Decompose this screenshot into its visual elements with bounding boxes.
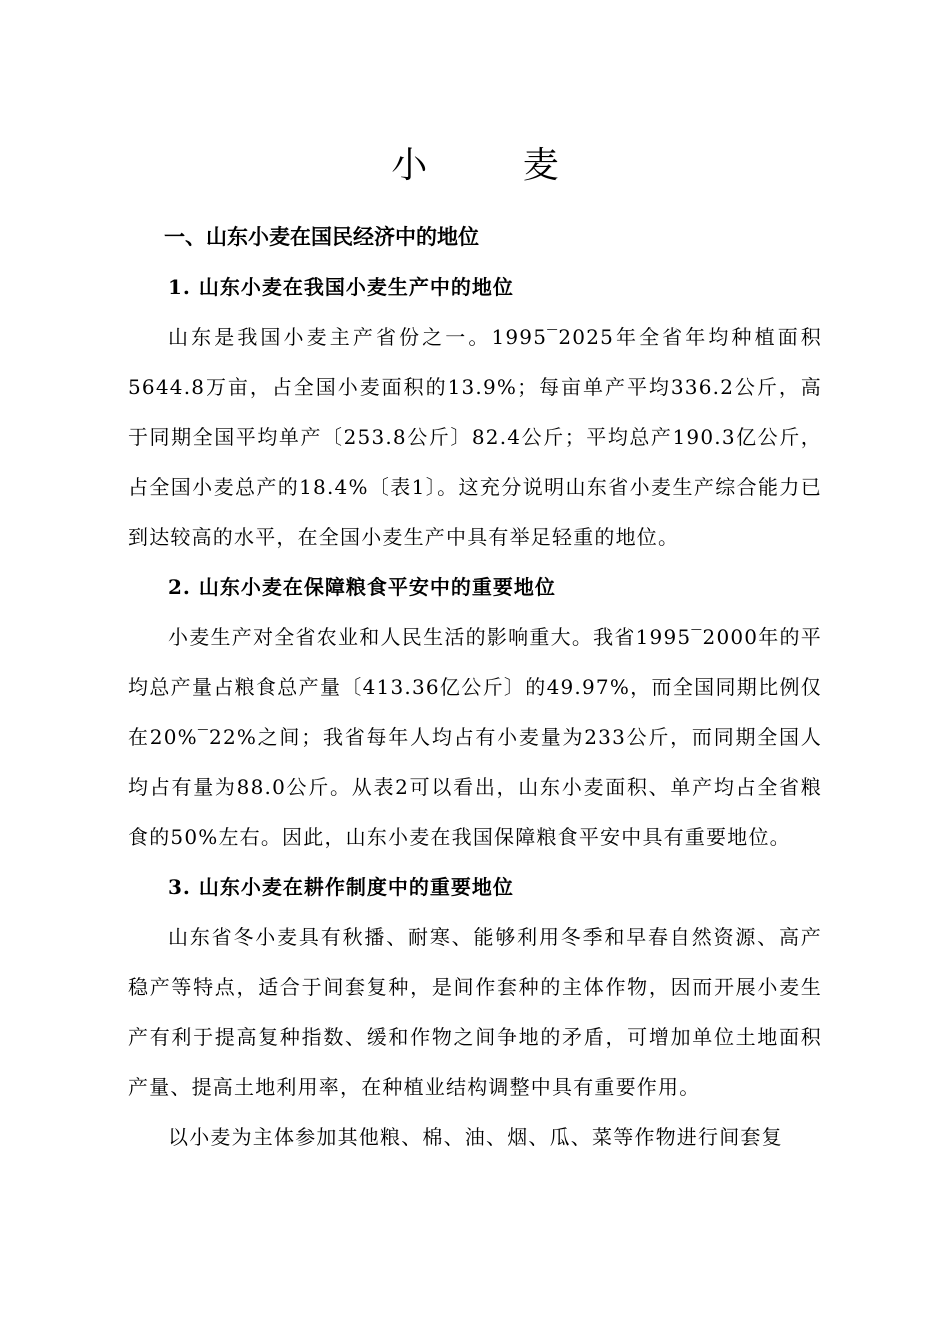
document-title: 小 麦	[391, 145, 601, 186]
paragraph-2: 小麦生产对全省农业和人民生活的影响重大。我省1995‾2000年的平均总产量占粮食总产量〔413.36亿公斤〕的49.97%，而全国同期比例仅在20%‾22%之间；我省每年人均占有小麦量为233公斤，而同期全国人均占有量为88.0公斤。从表2可以看出，山东小麦面积、单产均占全省粮食的50%左右。因此，山东小麦在我国保障粮食平安中具有重要地位。	[128, 625, 822, 849]
subsection-heading-1: 1. 山东小麦在我国小麦生产中的地位	[168, 275, 514, 299]
subsection-heading-3: 3. 山东小麦在耕作制度中的重要地位	[168, 875, 514, 899]
paragraph-3: 山东省冬小麦具有秋播、耐寒、能够利用冬季和早春自然资源、高产稳产等特点，适合于间套复种，是间作套种的主体作物，因而开展小麦生产有利于提高复种指数、缓和作物之间争地的矛盾，可增加单位土地面积产量、提高土地利用率，在种植业结构调整中具有重要作用。	[128, 925, 822, 1099]
document-body	[128, 212, 822, 1162]
section-heading: 一、山东小麦在国民经济中的地位	[164, 225, 479, 249]
paragraph-1: 山东是我国小麦主产省份之一。1995‾2025年全省年均种植面积5644.8万亩，占全国小麦面积的13.9%；每亩单产平均336.2公斤，高于同期全国平均单产〔253.8公斤〕82.4公斤；平均总产190.3亿公斤，占全国小麦总产的18.4%〔表1〕。这充分说明山东省小麦生产综合能力已到达较高的水平，在全国小麦生产中具有举足轻重的地位。	[128, 325, 822, 549]
paragraph-4: 以小麦为主体参加其他粮、棉、油、烟、瓜、菜等作物进行间套复	[168, 1125, 783, 1149]
subsection-heading-2: 2. 山东小麦在保障粮食平安中的重要地位	[168, 575, 556, 599]
